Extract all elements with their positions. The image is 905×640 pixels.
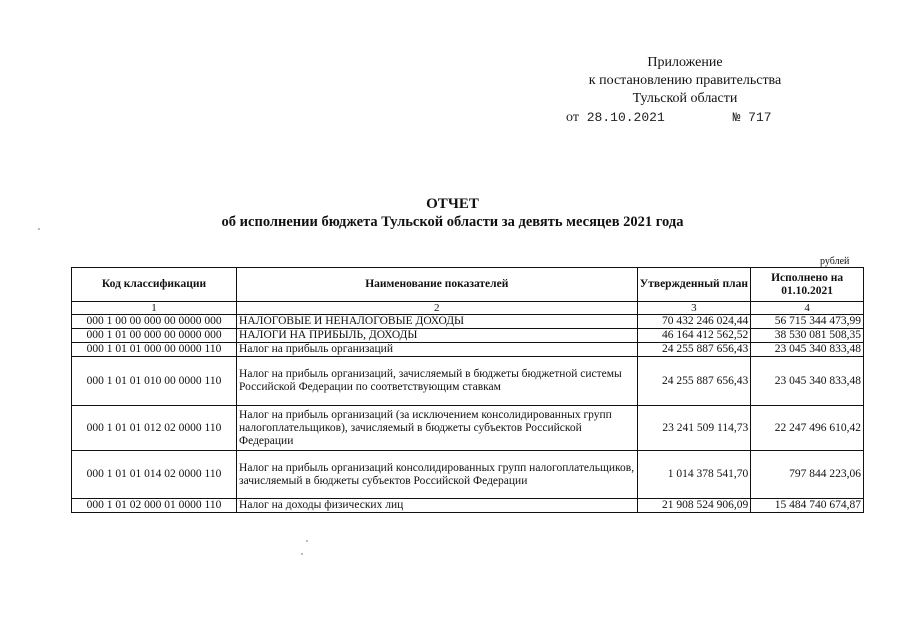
row-name: Налог на доходы физических лиц [237,499,638,513]
row-code: 000 1 01 02 000 01 0000 110 [72,499,237,513]
row-plan: 1 014 378 541,70 [637,451,751,499]
table-row [72,315,864,329]
row-plan: 70 432 246 024,44 [637,315,751,329]
row-done: 797 844 223,06 [751,451,864,499]
row-code: 000 1 01 01 010 00 0000 110 [72,357,237,406]
row-name: Налог на прибыль организаций (за исключением консолидированных групп налогоплательщиков), зачисляемый в бюджеты субъектов Российской Федерации [237,406,638,451]
row-name: Налог на прибыль организаций, зачисляемый в бюджеты бюджетной системы Российской Федерации по соответствующим ставкам [237,357,638,406]
row-name: Налог на прибыль организаций консолидированных групп налогоплательщиков, зачисляемый в бюджеты субъектов Российской Федерации [237,451,638,499]
row-name: НАЛОГИ НА ПРИБЫЛЬ, ДОХОДЫ [237,329,638,343]
row-code: 000 1 01 01 014 02 0000 110 [72,451,237,499]
table-row [72,406,864,451]
annex-resolution: к постановлению правительства [588,73,782,88]
row-code: 000 1 01 01 012 02 0000 110 [72,406,237,451]
report-subtitle: об исполнении бюджета Тульской области за девять месяцев 2021 года [221,214,684,230]
header-name: Наименование показателей [237,268,638,302]
header-done: Исполнено на 01.10.2021 [751,268,864,302]
col-number: 1 [72,302,237,315]
row-plan: 21 908 524 906,09 [637,499,751,513]
row-done: 56 715 344 473,99 [751,315,864,329]
row-done: 23 045 340 833,48 [751,357,864,406]
row-name: Налог на прибыль организаций [237,343,638,357]
row-code: 000 1 00 00 000 00 0000 000 [72,315,237,329]
table-row [72,343,864,357]
table-row [72,499,864,513]
annex-block [540,54,830,127]
row-plan: 24 255 887 656,43 [637,357,751,406]
annex-number: № 717 [732,110,772,125]
row-done: 22 247 496 610,42 [751,406,864,451]
col-number: 4 [751,302,864,315]
row-done: 23 045 340 833,48 [751,343,864,357]
scan-speck [38,228,40,230]
annex-date: 28.10.2021 [586,110,665,125]
col-number: 2 [237,302,638,315]
col-number: 3 [637,302,751,315]
row-plan: 24 255 887 656,43 [637,343,751,357]
header-code: Код классификации [72,268,237,302]
units-label: рублей [820,256,850,267]
table-row [72,357,864,406]
header-plan: Утвержденный план [637,268,751,302]
table-row [72,329,864,343]
row-plan: 23 241 509 114,73 [637,406,751,451]
row-code: 000 1 01 01 000 00 0000 110 [72,343,237,357]
scan-speck [306,540,308,542]
annex-title: Приложение [647,55,723,70]
report-table [71,267,864,513]
annex-region: Тульской области [632,91,738,106]
date-prefix: от [566,110,579,125]
row-plan: 46 164 412 562,52 [637,329,751,343]
row-done: 38 530 081 508,35 [751,329,864,343]
scan-speck [301,553,303,555]
annex-date-line [540,109,830,127]
header-row [72,268,864,302]
row-name: НАЛОГОВЫЕ И НЕНАЛОГОВЫЕ ДОХОДЫ [237,315,638,329]
column-number-row [72,302,864,315]
report-title: ОТЧЕТ [426,196,479,212]
row-code: 000 1 01 00 000 00 0000 000 [72,329,237,343]
row-done: 15 484 740 674,87 [751,499,864,513]
table-row [72,451,864,499]
